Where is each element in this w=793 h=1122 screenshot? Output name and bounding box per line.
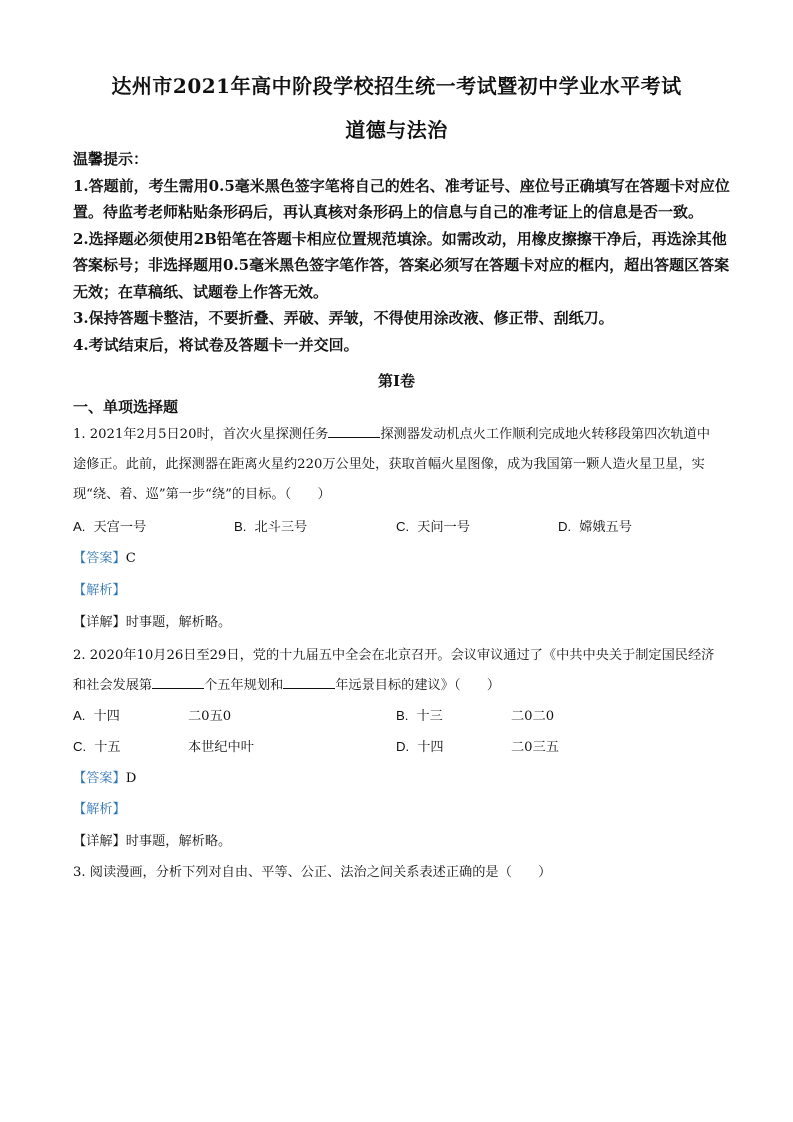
question-2-options-row2 bbox=[73, 736, 723, 756]
answer-value: C bbox=[125, 551, 136, 566]
exam-title: 达州市2021年高中阶段学校招生统一考试暨初中学业水平考试 bbox=[111, 74, 682, 98]
option-c: C. 十五 本世纪中叶 bbox=[73, 739, 254, 755]
question-2-detail: 【详解】时事题，解析略。 bbox=[73, 834, 232, 849]
option-a: A. 天宫一号 bbox=[73, 519, 147, 535]
option-a: A. 十四 二0五0 bbox=[73, 708, 232, 724]
question-1-text-a: 1. 2021年2月5日20时，首次火星探测任务 bbox=[73, 427, 329, 442]
question-1-analysis-tag: 【解析】 bbox=[73, 583, 126, 598]
question-2-text-b: 个五年规划和 bbox=[204, 678, 284, 693]
option-b: B. 十三 二0二0 bbox=[396, 708, 555, 724]
option-b: B. 北斗三号 bbox=[234, 519, 308, 535]
volume-title: 第Ⅰ卷 bbox=[377, 372, 416, 390]
notice-item-1: 1.答题前，考生需用0.5毫米黑色签字笔将自己的姓名、准考证号、座位号正确填写在答题卡对应位置。待监考老师粘贴条形码后，再认真核对条形码上的信息与自己的准考证上的信息是否一致。 bbox=[73, 176, 730, 221]
answer-value: D bbox=[125, 771, 137, 786]
option-c: C. 天问一号 bbox=[396, 519, 470, 535]
option-d: D. 十四 二0三五 bbox=[396, 739, 559, 755]
question-2-stem bbox=[73, 641, 723, 701]
question-2-analysis-tag: 【解析】 bbox=[73, 802, 126, 817]
question-2-text-c: 年远景目标的建议》（ ） bbox=[335, 678, 501, 693]
answer-blank bbox=[152, 676, 204, 689]
question-1-detail: 【详解】时事题，解析略。 bbox=[73, 615, 232, 630]
notice-heading: 温馨提示： bbox=[73, 150, 149, 168]
answer-tag: 【答案】 bbox=[73, 551, 126, 566]
question-1-answer bbox=[73, 547, 136, 566]
answer-blank bbox=[328, 425, 380, 438]
notice-item-4: 4.考试结束后，将试卷及答题卡一并交回。 bbox=[73, 335, 359, 354]
question-2-text-a: 2. 2020年10月26日至29日，党的十九届五中全会在北京召开。会议审议通过了《中共中央关于制定国民经济和社会发展第 bbox=[73, 648, 715, 693]
option-d: D. 嫦娥五号 bbox=[558, 519, 632, 535]
question-1-options bbox=[73, 516, 723, 536]
answer-blank bbox=[283, 676, 335, 689]
question-2-options bbox=[73, 705, 723, 725]
notice-block bbox=[73, 146, 733, 358]
part-title: 一、单项选择题 bbox=[73, 398, 179, 416]
notice-item-3: 3.保持答题卡整洁，不要折叠、弄破、弄皱，不得使用涂改液、修正带、刮纸刀。 bbox=[73, 309, 614, 327]
subject-title: 道德与法治 bbox=[345, 118, 448, 142]
question-1-stem bbox=[73, 420, 723, 510]
notice-item-2: 2.选择题必须使用2B铅笔在答题卡相应位置规范填涂。如需改动，用橡皮擦擦干净后，再选涂其他答案标号；非选择题用0.5毫米黑色签字笔作答，答案必须写在答题卡对应的框内，超出答题区答案无效；在草稿纸、试题卷上作答无效。 bbox=[73, 229, 730, 301]
answer-tag: 【答案】 bbox=[73, 771, 126, 786]
question-3-stem: 3. 阅读漫画，分析下列对自由、平等、公正、法治之间关系表述正确的是（ ） bbox=[73, 865, 552, 880]
question-2-answer bbox=[73, 767, 136, 786]
question-1-text-b: 探测器发动机点火工作顺利完成地火转移段第四次轨道中途修正。此前，此探测器在距离火星约220万公里处，获取首幅火星图像，成为我国第一颗人造火星卫星，实现“绕、着、巡”第一步“绕”的目标。（ ） bbox=[73, 427, 711, 502]
